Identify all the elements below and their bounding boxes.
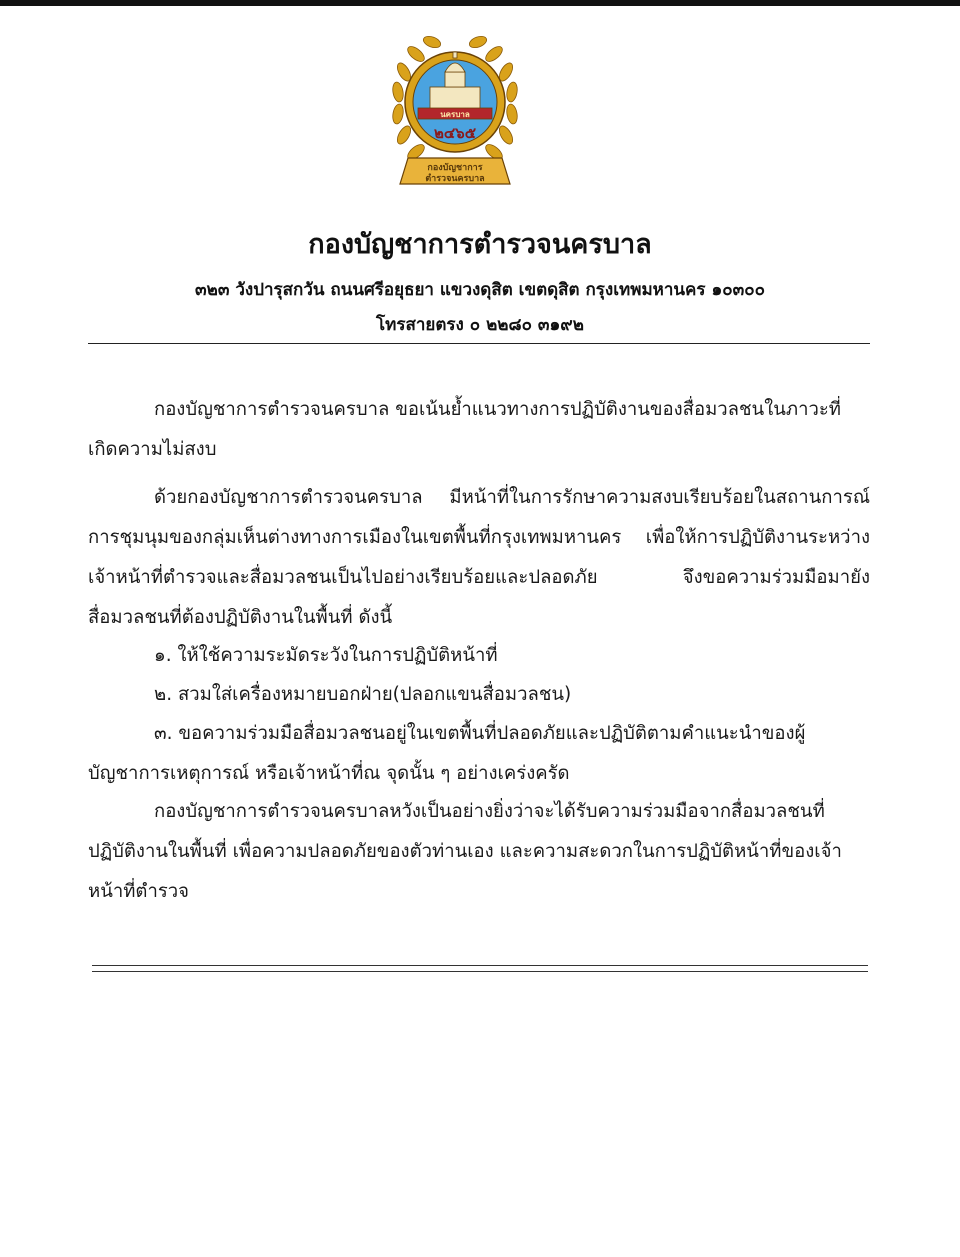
police-emblem-logo bbox=[390, 32, 520, 194]
svg-text:นครบาล: นครบาล bbox=[440, 110, 470, 119]
closing-paragraph: กองบัญชาการตำรวจนครบาลหวังเป็นอย่างยิ่งว่าจะได้รับความร่วมมือจากสื่อมวลชนที่ปฏิบัติงานในพื้นที่ เพื่อความปลอดภัยของตัวท่านเอง และความสะดวกในการปฏิบัติหน้าที่ของเจ้าหน้าที่ตำรวจ bbox=[88, 801, 842, 902]
page-title: กองบัญชาการตำรวจนครบาล bbox=[308, 229, 652, 260]
list-item: ๑. ให้ใช้ความระมัดระวังในการปฏิบัติหน้าที่ bbox=[154, 645, 498, 666]
list-item: ๓. ขอความร่วมมือสื่อมวลชนอยู่ในเขตพื้นที่ปลอดภัยและปฏิบัติตามคำแนะนำของผู้บัญชาการเหตุการณ์ หรือเจ้าหน้าที่ณ จุดนั้น ๆ อย่างเคร่งครัด bbox=[88, 723, 806, 784]
emblem-ribbon-line2: ตำรวจนครบาล bbox=[425, 174, 485, 184]
header-phone: โทรสายตรง ๐ ๒๒๘๐ ๓๑๙๒ bbox=[376, 315, 584, 335]
header-address: ๓๒๓ วังปารุสกวัน ถนนศรีอยุธยา แขวงดุสิต เขตดุสิต กรุงเทพมหานคร ๑๐๓๐๐ bbox=[195, 280, 765, 300]
header-divider bbox=[88, 343, 870, 344]
top-border bbox=[0, 0, 960, 6]
main-paragraph: ด้วยกองบัญชาการตำรวจนครบาล มีหน้าที่ในการรักษาความสงบเรียบร้อยในสถานการณ์การชุมนุมของกลุ่มเห็นต่างทางการเมืองในเขตพื้นที่กรุงเทพมหานคร เพื่อให้การปฏิบัติงานระหว่างเจ้าหน้าที่ตำรวจและสื่อมวลชนเป็นไปอย่างเรียบร้อยและปลอดภัย จึงขอความร่วมมือมายังสื่อมวลชนที่ต้องปฏิบัติงานในพื้นที่ ดังนี้ bbox=[88, 487, 870, 628]
emblem-ribbon-line1: กองบัญชาการ bbox=[427, 163, 483, 173]
list-item: ๒. สวมใส่เครื่องหมายบอกฝ่าย(ปลอกแขนสื่อมวลชน) bbox=[154, 684, 572, 705]
emblem-year-text: ๒๔๖๕ bbox=[433, 124, 477, 142]
footer-double-divider bbox=[92, 965, 868, 972]
intro-paragraph: กองบัญชาการตำรวจนครบาล ขอเน้นย้ำแนวทางการปฏิบัติงานของสื่อมวลชนในภาวะที่เกิดความไม่สงบ bbox=[88, 399, 841, 460]
